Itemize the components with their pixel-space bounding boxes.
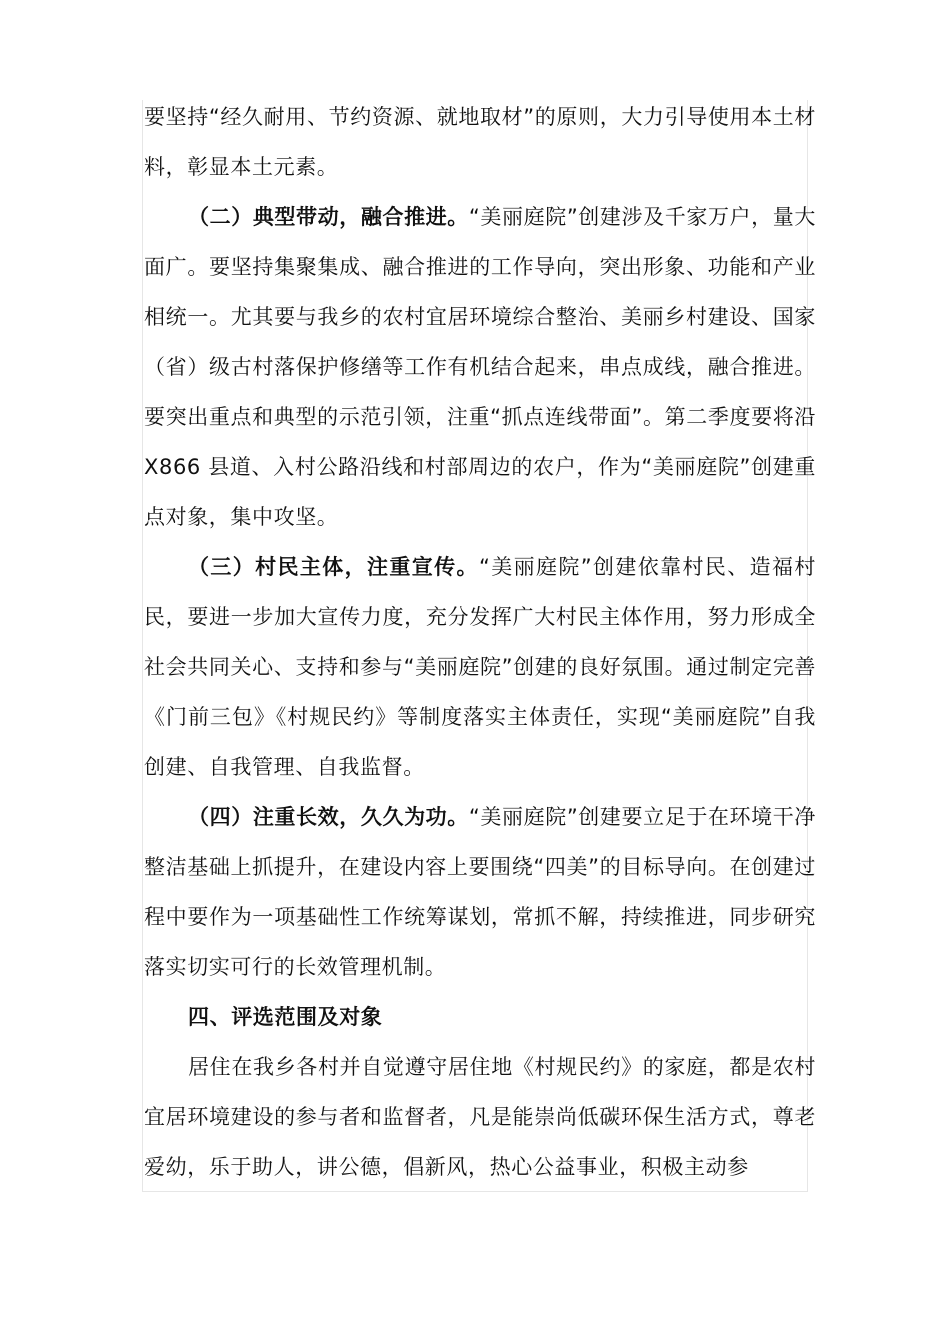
paragraph-text: “美丽庭院”创建涉及千家万户，量大面广。要坚持集聚集成、融合推进的工作导向，突出形象、功能和产业相统一。尤其要与我乡的农村宜居环境综合整治、美丽乡村建设、国家（省）级古村落保护修缮等工作有机结合起来，串点成线，融合推进。要突出重点和典型的示范引领，注重“抓点连线带面”。第二季度要将沿 X866 县道、入村公路沿线和村部周边的农户，作为“美丽庭院”创建重点对象，集中攻坚。 (144, 205, 816, 529)
paragraph-section-4 (144, 792, 816, 992)
chapter-heading: 四、评选范围及对象 (188, 1005, 383, 1029)
paragraph-selection-scope (144, 1042, 816, 1192)
section-heading: （三）村民主体，注重宣传。 (188, 555, 479, 579)
document-body (144, 92, 816, 1192)
paragraph-section-3 (144, 542, 816, 792)
paragraph-text: 要坚持“经久耐用、节约资源、就地取材”的原则，大力引导使用本土材料，彰显本土元素。 (144, 105, 816, 179)
chapter-heading-selection-scope (144, 992, 816, 1042)
paragraph-text: “美丽庭院”创建依靠村民、造福村民，要进一步加大宣传力度，充分发挥广大村民主体作用，努力形成全社会共同关心、支持和参与“美丽庭院”创建的良好氛围。通过制定完善《门前三包》《村规民约》等制度落实主体责任，实现“美丽庭院”自我创建、自我管理、自我监督。 (144, 555, 816, 779)
paragraph-text: “美丽庭院”创建要立足于在环境干净整洁基础上抓提升，在建设内容上要围绕“四美”的目标导向。在创建过程中要作为一项基础性工作统筹谋划，常抓不解，持续推进，同步研究落实切实可行的长效管理机制。 (144, 805, 816, 979)
section-heading: （四）注重长效，久久为功。 (188, 805, 469, 829)
paragraph-section-2 (144, 192, 816, 542)
paragraph-text: 居住在我乡各村并自觉遵守居住地《村规民约》的家庭，都是农村宜居环境建设的参与者和监督者，凡是能崇尚低碳环保生活方式，尊老爱幼，乐于助人，讲公德，倡新风，热心公益事业，积极主动参 (144, 1055, 816, 1179)
paragraph-continuation (144, 92, 816, 192)
section-heading: （二）典型带动，融合推进。 (188, 205, 469, 229)
